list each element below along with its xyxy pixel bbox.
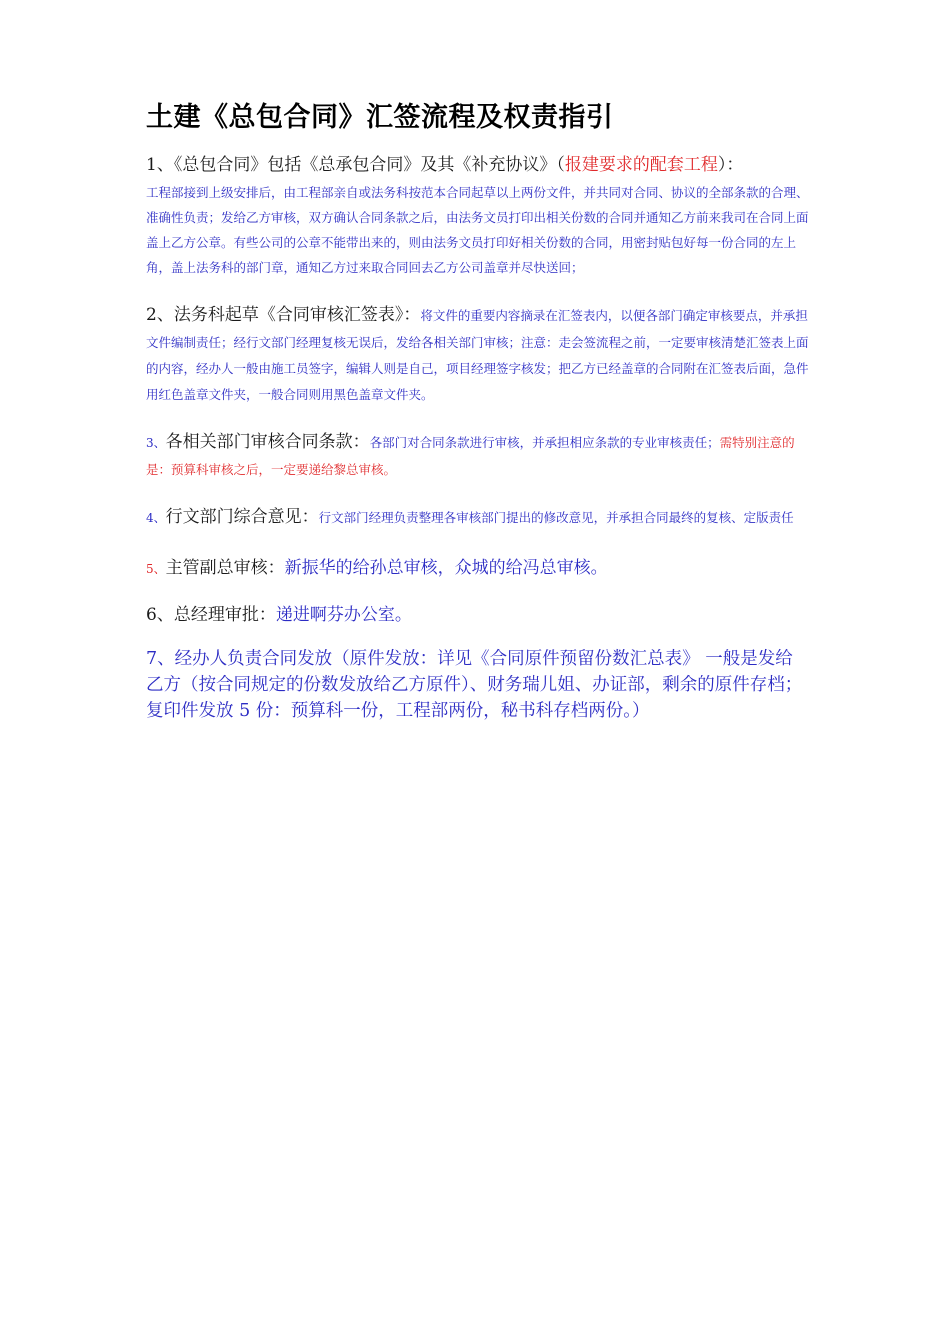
section-5-head: 主管副总审核： [165,557,285,578]
section-6 [146,600,810,630]
section-2-head: 2、法务科起草《合同审核汇签表》： [146,305,421,325]
section-1-heading [146,150,810,180]
section-5-number: 5、 [146,561,166,576]
section-7-text-a: 7、经办人负责合同发放（原件发放：详见《合同原件预留份数汇总表》 一般是发给乙方（按合同规定的份数发放给乙方原件）、财务瑞儿姐、办证部，剩余的原件存档；复印件发放 [146,648,803,721]
section-1-body: 工程部接到上级安排后，由工程部亲自或法务科按范本合同起草以上两份文件，并共同对合同、协议的全部条款的合理、准确性负责；发给乙方审核，双方确认合同条款之后，由法务文员打印出相关份数的合同并通知乙方前来我司在合同上面盖上乙方公章。有些公司的公章不能带出来的，则由法务文员打印好相关份数的合同，用密封贴包好每一份合同的左上角，盖上法务科的部门章，通知乙方过来取合同回去乙方公司盖章并尽快送回； [146,185,809,275]
section-5 [146,553,810,584]
section-4 [146,504,810,531]
section-4-head: 行文部门综合意见： [165,506,319,527]
section-6-body: 递进啊芬办公室。 [275,604,412,625]
section-3-body-blue: 各部门对合同条款进行审核，并承担相应条款的专业审核责任； [369,434,720,450]
section-7 [146,646,810,724]
section-7-text-b: 份：预算科一份，工程部两份，秘书科存档两份。） [250,700,650,721]
section-1-red-note: 报建要求的配套工程 [564,155,718,175]
section-3-number: 3、 [146,435,166,450]
section-4-number: 4、 [146,510,166,525]
document-page [146,96,810,724]
section-7-number: 5 [239,700,251,721]
section-6-head: 6、总经理审批： [146,604,276,625]
section-1-head-text: 1、《总包合同》包括《总承包合同》及其《补充协议》（ [146,155,565,175]
section-5-body: 新振华的给孙总审核，众城的给冯总审核。 [284,557,608,578]
section-2 [146,302,810,407]
section-2-body: 将文件的重要内容摘录在汇签表内，以便各部门确定审核要点，并承担文件编制责任；经行文部门经理复核无误后，发给各相关部门审核；注意：走会签流程之前，一定要审核清楚汇签表上面的内容，经办人一般由施工员签字，编辑人则是自己，项目经理签字核发；把乙方已经盖章的合同附在汇签表后面，急件用红色盖章文件夹，一般合同则用黑色盖章文件夹。 [146,308,809,402]
section-1 [146,150,810,280]
section-3-body-red: 需特别注意的是：预算科审核之后，一定要递给黎总审核。 [146,434,795,477]
section-1-head-tail: ）： [717,155,744,175]
page-title: 土建《总包合同》汇签流程及权责指引 [146,102,614,133]
section-4-body: 行文部门经理负责整理各审核部门提出的修改意见，并承担合同最终的复核、定版责任 [318,509,794,525]
section-3 [146,429,810,482]
section-3-head: 各相关部门审核合同条款： [165,431,370,452]
